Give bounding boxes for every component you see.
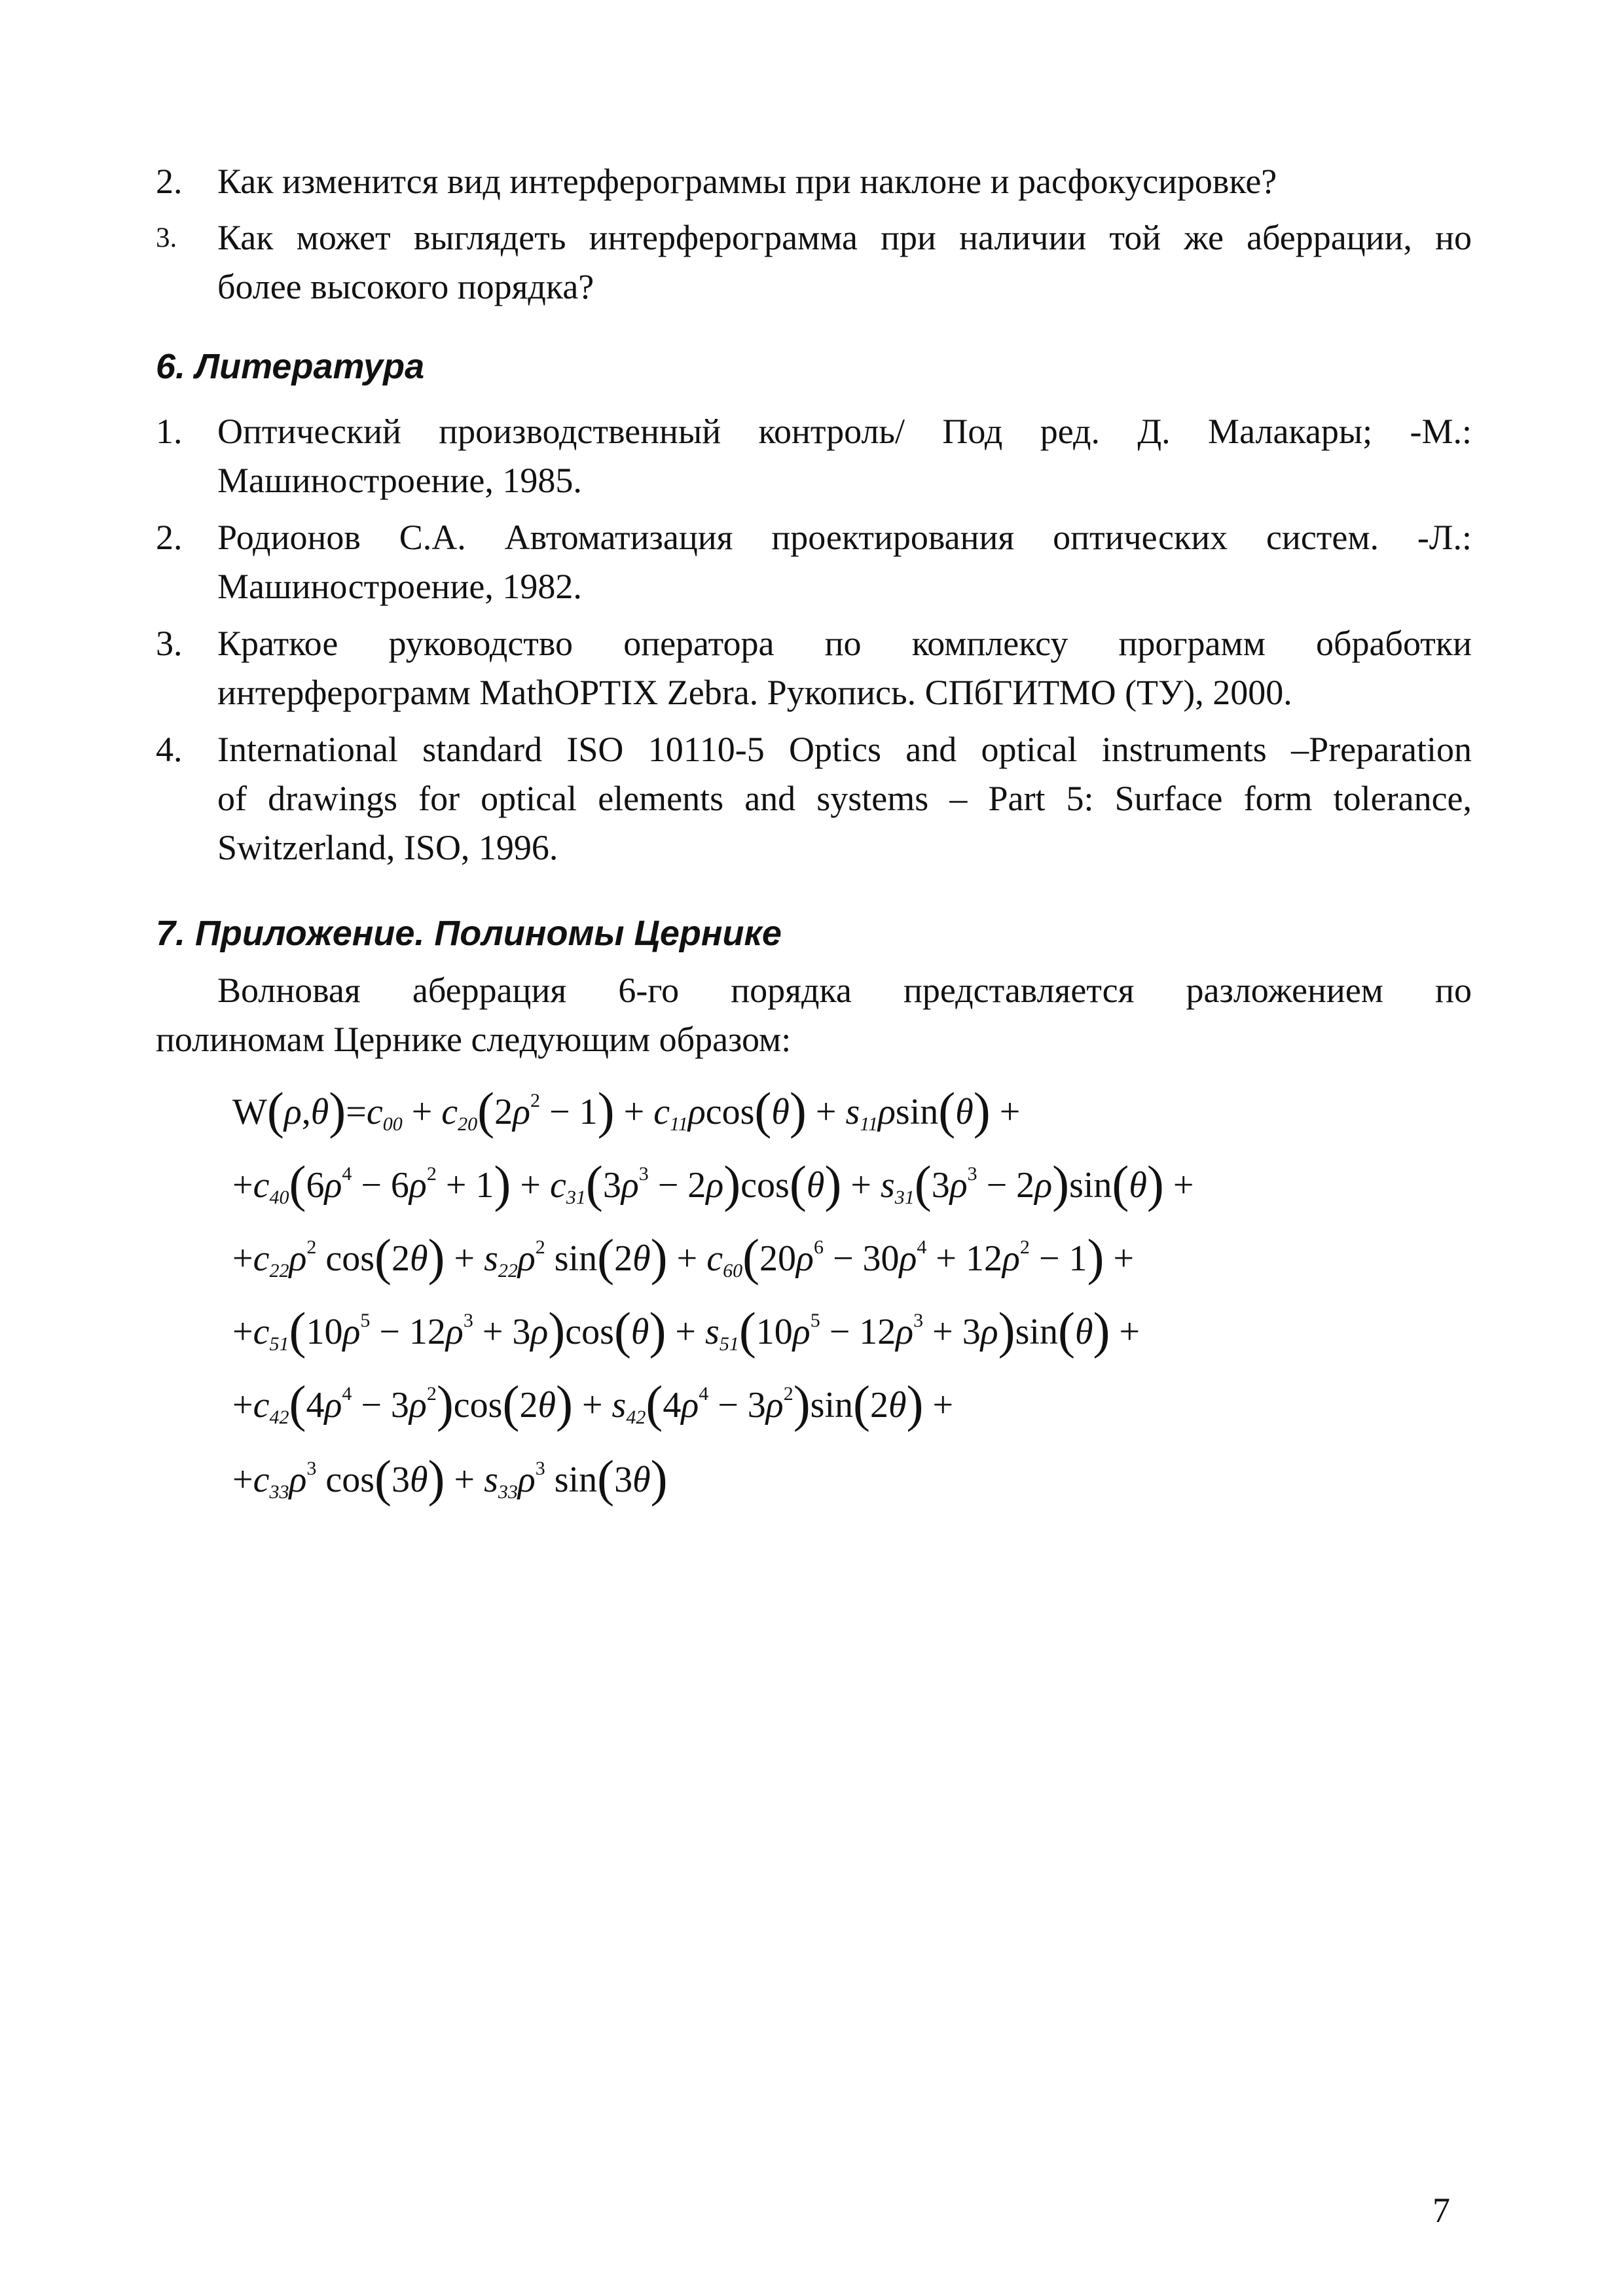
formula-line: $+c_{40}(6\rho^4 - 6\rho^2 + 1) + c_{31}(3\rho^3 - 2\rho)\cos(\theta) + s_{31}(3\rho^3 - 2\rho)\sin(\theta)$ + [232, 1155, 1194, 1212]
reference-text: Машиностроение, 1985. [217, 461, 582, 500]
list-number: 2. [156, 518, 183, 557]
question-item [156, 157, 1472, 206]
reference-text: Switzerland, ISO, 1996. [217, 828, 558, 867]
reference-text: интерферограмм MathOPTIX Zebra. Рукопись. СПбГИТМО (ТУ), 2000. [217, 673, 1292, 712]
section-heading-literature: 6. Литература [156, 347, 425, 386]
reference-text: Родионов С.А. Автоматизация проектирования оптических систем. -Л.: [217, 518, 1472, 557]
formula-line: $+c_{42}(4\rho^4 - 3\rho^2)\cos(2\theta) + s_{42}(4\rho^4 - 3\rho^2)\sin(2\theta)$ + [232, 1375, 954, 1432]
reference-text: International standard ISO 10110-5 Optics and optical instruments –Preparation [217, 730, 1472, 769]
reference-item [156, 407, 1472, 505]
section-heading-appendix: 7. Приложение. Полиномы Цернике [156, 914, 782, 953]
question-item [156, 213, 1472, 312]
formula-line: $+c_{51}(10\rho^5 - 12\rho^3 + 3\rho)\cos(\theta) + s_{51}(10\rho^5 - 12\rho^3 + 3\rho)\sin(\theta)$ + [232, 1302, 1140, 1359]
formula-line: $+c_{33}\rho^3$ $\cos(3\theta) + s_{33}\rho^3$ sin(3θ) [232, 1450, 668, 1507]
paragraph-line: Волновая аберрация 6-го порядка представляется разложением по [217, 971, 1472, 1010]
reference-item [156, 725, 1472, 872]
list-number: 3. [156, 624, 183, 663]
paragraph-line: полиномам Цернике следующим образом: [156, 1020, 792, 1059]
reference-text: of drawings for optical elements and systems – Part 5: Surface form tolerance, [217, 779, 1472, 818]
question-text: Как может выглядеть интерферограмма при наличии той же аберрации, но [217, 218, 1472, 257]
list-number: 3. [156, 223, 177, 253]
reference-item [156, 513, 1472, 611]
reference-text: Машиностроение, 1982. [217, 567, 582, 606]
formula-line: $W(\rho,\theta)=c_{00} + c_{20}(2\rho^2 - 1) + c_{11}\rho\cos(\theta) + s_{11}\rho\sin(\theta)$ + [232, 1082, 1021, 1139]
question-text: более высокого порядка? [217, 267, 594, 306]
reference-text: Оптический производственный контроль/ Под ред. Д. Малакары; -М.: [217, 412, 1472, 451]
reference-text: Краткое руководство оператора по комплексу программ обработки [217, 624, 1472, 663]
question-text: Как изменится вид интерферограммы при наклоне и расфокусировке? [217, 162, 1277, 201]
list-number: 1. [156, 412, 183, 451]
formula-line: $+c_{22}\rho^2$ $\cos(2\theta) + s_{22}\rho^2$ $\sin(2\theta) + c_{60}(20\rho^6 - 30\rho^4 + 12\rho^2 - 1)$ + [232, 1229, 1135, 1285]
reference-item [156, 619, 1472, 717]
list-number: 4. [156, 730, 183, 769]
list-number: 2. [156, 162, 183, 201]
intro-paragraph [156, 966, 1472, 1064]
page-number: 7 [1432, 2191, 1450, 2230]
